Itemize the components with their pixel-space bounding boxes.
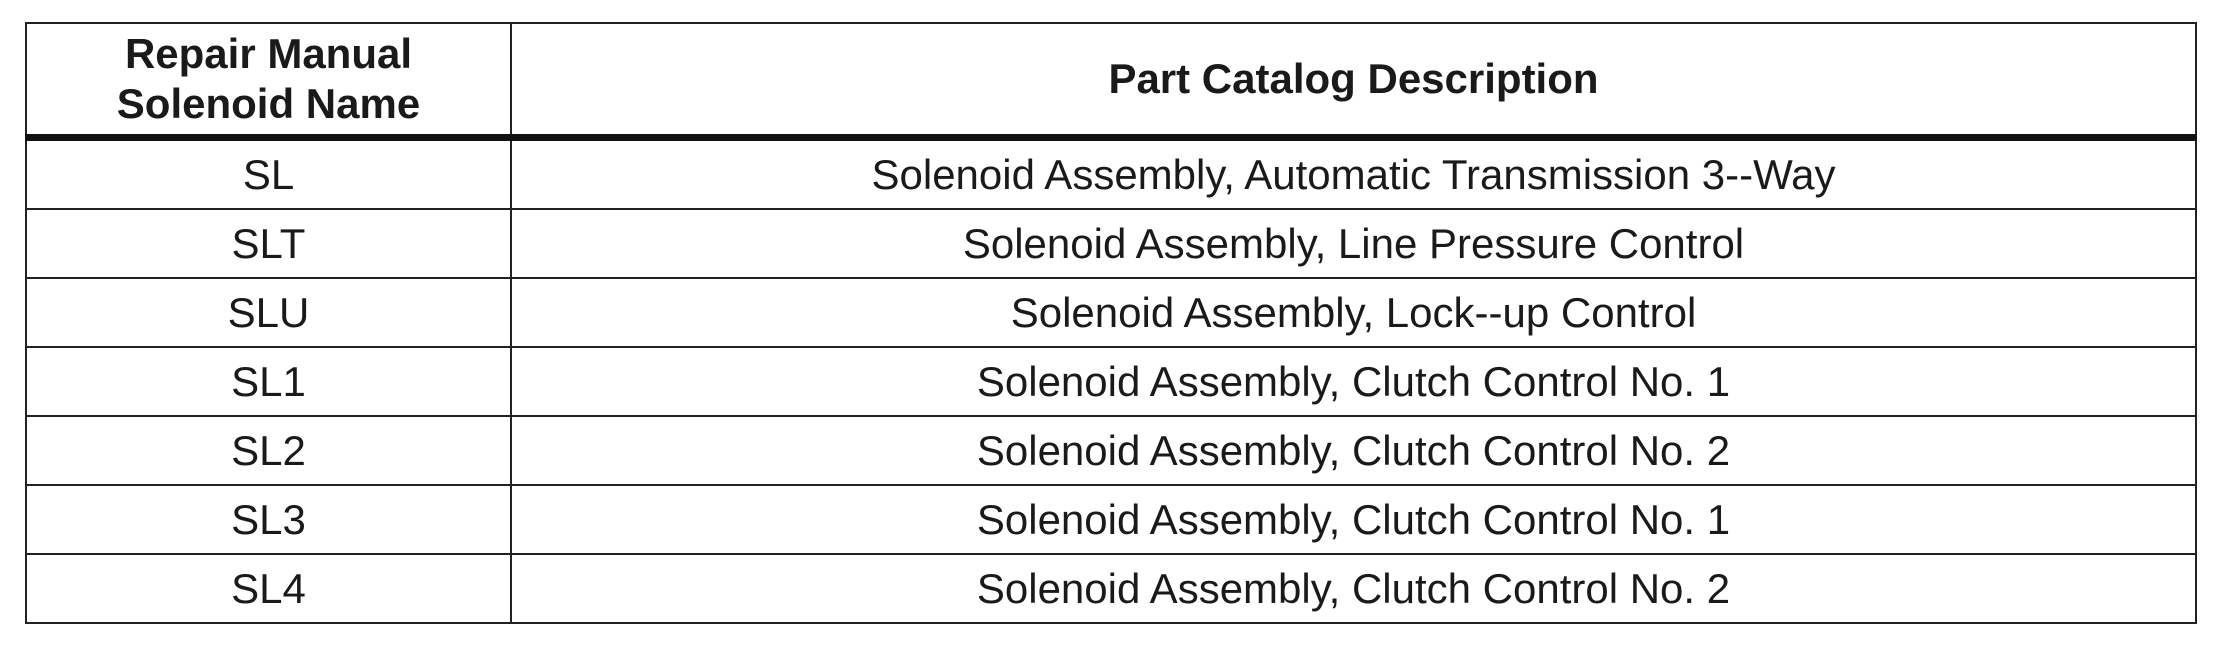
table-body [26,138,2196,624]
header-solenoid-name-line2: Solenoid Name [116,80,421,127]
description-cell: Solenoid Assembly, Line Pressure Control [511,209,2196,278]
table-row [26,138,2196,210]
header-part-catalog-description: Part Catalog Description [511,23,2196,138]
solenoid-name-cell: SL1 [26,347,511,416]
solenoid-name-cell: SL3 [26,485,511,554]
solenoid-name-cell: SL [26,138,511,210]
description-cell: Solenoid Assembly, Lock--up Control [511,278,2196,347]
table-row [26,416,2196,485]
description-cell: Solenoid Assembly, Clutch Control No. 2 [511,416,2196,485]
table-row [26,278,2196,347]
header-solenoid-name-line1: Repair Manual [124,30,413,77]
table-header [26,23,2196,138]
table-row [26,209,2196,278]
header-solenoid-name [26,23,511,138]
solenoid-table [25,22,2197,624]
description-cell: Solenoid Assembly, Clutch Control No. 1 [511,485,2196,554]
table-row [26,554,2196,623]
description-cell: Solenoid Assembly, Clutch Control No. 1 [511,347,2196,416]
header-row [26,23,2196,138]
solenoid-name-cell: SL2 [26,416,511,485]
solenoid-name-cell: SL4 [26,554,511,623]
description-cell: Solenoid Assembly, Clutch Control No. 2 [511,554,2196,623]
solenoid-name-cell: SLT [26,209,511,278]
solenoid-table-container [25,22,2195,624]
description-cell: Solenoid Assembly, Automatic Transmission 3--Way [511,138,2196,210]
solenoid-name-cell: SLU [26,278,511,347]
table-row [26,347,2196,416]
table-row [26,485,2196,554]
